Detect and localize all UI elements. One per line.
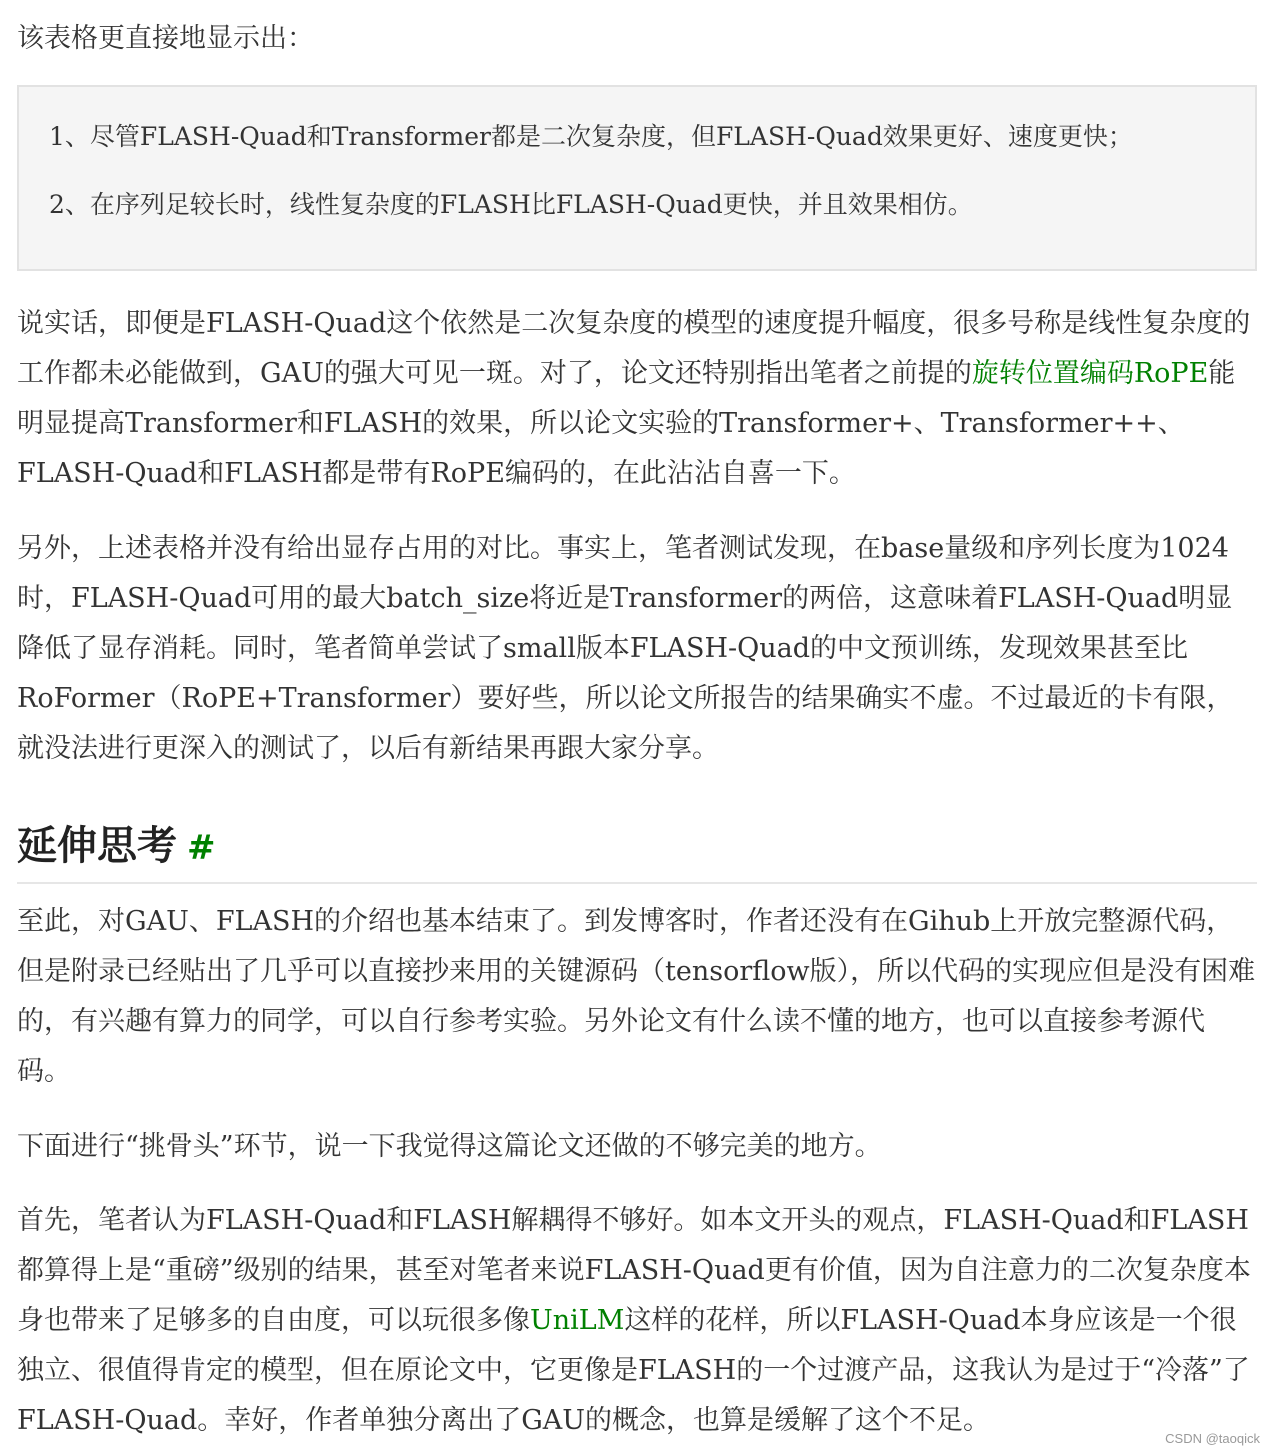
summary-item-1: 1、尽管FLASH-Quad和Transformer都是二次复杂度，但FLASH-Quad效果更好、速度更快； [49,122,1133,151]
heading-anchor-link[interactable]: # [187,828,216,868]
summary-item-2: 2、在序列足较长时，线性复杂度的FLASH比FLASH-Quad更快，并且效果相仿。 [49,190,973,219]
paragraph-text: 首先，笔者认为FLASH-Quad和FLASH解耦得不够好。如本文开头的观点，FLASH-Quad和FLASH都算得上是“重磅”级别的结果，甚至对笔者来说FLASH-Quad更有价值，因为自注意力的二次复杂度本身也带来了足够多的自由度，可以玩很多像 [17,1205,1251,1336]
paragraph-critique [17,1196,1257,1446]
paragraph-speed [17,299,1257,499]
rope-link[interactable]: 旋转位置编码RoPE [971,358,1209,389]
csdn-watermark: CSDN @taoqick [1165,1431,1260,1446]
summary-blockquote [17,85,1257,271]
paragraph-summary: 至此，对GAU、FLASH的介绍也基本结束了。到发博客时，作者还没有在Gihub上开放完整源代码，但是附录已经贴出了几乎可以直接抄来用的关键源码（tensorflow版），所以代码的实现应但是没有困难的，有兴趣有算力的同学，可以自行参考实验。另外论文有什么读不懂的地方，也可以直接参考源代码。 [17,906,1256,1087]
unilm-link[interactable]: UniLM [530,1305,625,1336]
intro-text: 该表格更直接地显示出： [17,23,314,54]
section-heading [17,818,1257,884]
paragraph-memory: 另外，上述表格并没有给出显存占用的对比。事实上，笔者测试发现，在base量级和序列长度为1024时，FLASH-Quad可用的最大batch_size将近是Transformer的两倍，这意味着FLASH-Quad明显降低了显存消耗。同时，笔者简单尝试了small版本FLASH-Quad的中文预训练，发现效果甚至比RoFormer（RoPE+Transformer）要好些，所以论文所报告的结果确实不虚。不过最近的卡有限，就没法进行更深入的测试了，以后有新结果再跟大家分享。 [17,533,1234,764]
paragraph-text: 能明显提高Transformer和FLASH的效果，所以论文实验的Transformer+、Transformer++、FLASH-Quad和FLASH都是带有RoPE编码的，在此沾沾自喜一下。 [17,358,1236,489]
paragraph-critique-intro: 下面进行“挑骨头”环节，说一下我觉得这篇论文还做的不够完美的地方。 [17,1131,882,1162]
paragraph-text: 说实话，即便是FLASH-Quad这个依然是二次复杂度的模型的速度提升幅度，很多号称是线性复杂度的工作都未必能做到，GAU的强大可见一斑。对了，论文还特别指出笔者之前提的 [17,308,1251,389]
paragraph-text: 这样的花样，所以FLASH-Quad本身应该是一个很独立、很值得肯定的模型，但在原论文中，它更像是FLASH的一个过渡产品，这我认为是过于“冷落”了FLASH-Quad。幸好，作者单独分离出了GAU的概念，也算是缓解了这个不足。 [17,1305,1250,1436]
section-title: 延伸思考 [17,822,177,869]
